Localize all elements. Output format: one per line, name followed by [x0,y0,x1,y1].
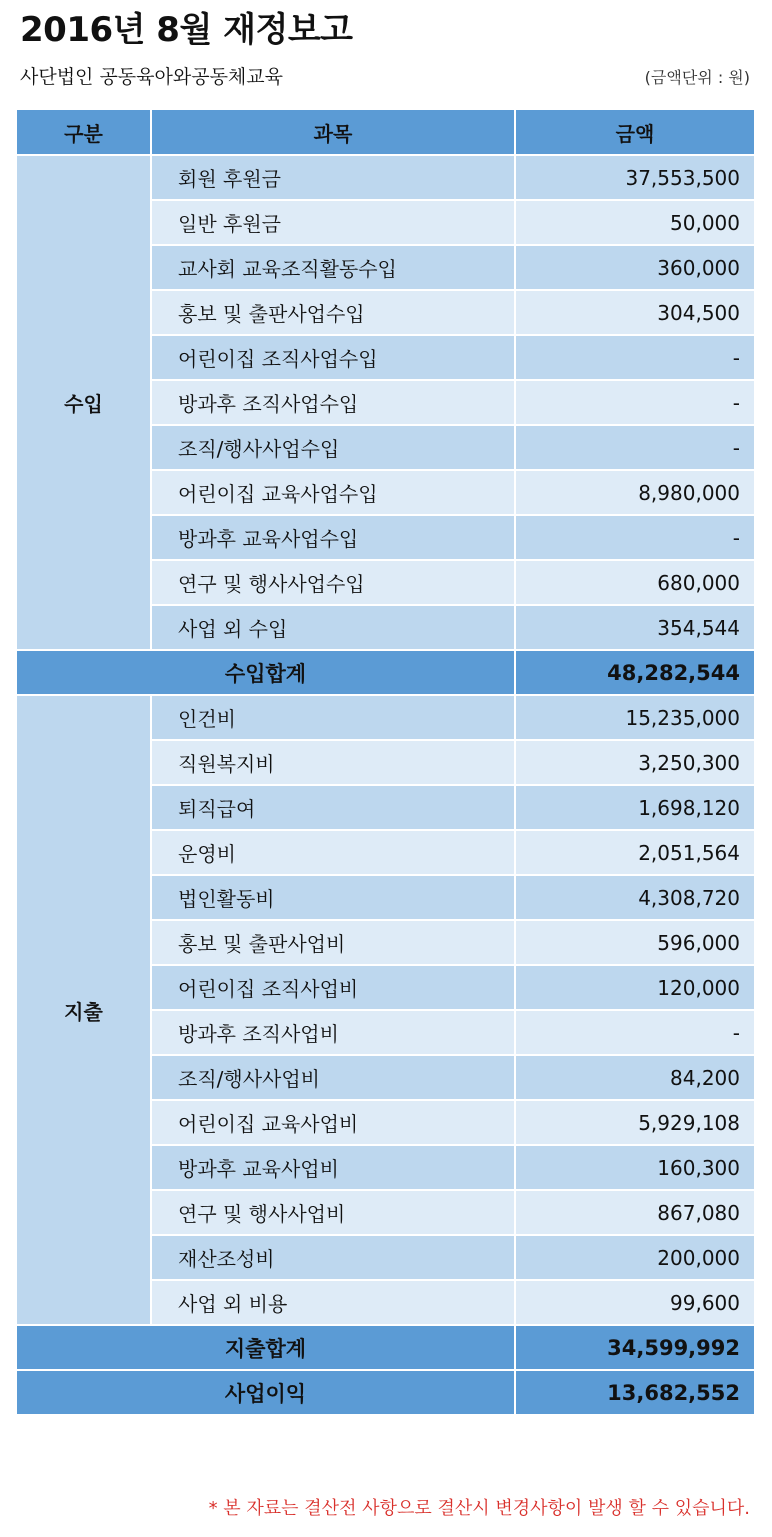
profit-label: 사업이익 [16,1370,515,1415]
item-name: 어린이집 교육사업수입 [151,470,515,515]
item-amount: 120,000 [515,965,755,1010]
report-title: 2016년 8월 재정보고 [20,10,353,50]
table-row [16,695,755,740]
item-amount: - [515,1010,755,1055]
item-amount: 596,000 [515,920,755,965]
item-amount: 160,300 [515,1145,755,1190]
item-amount: 680,000 [515,560,755,605]
expense-total-label: 지출합계 [16,1325,515,1370]
item-name: 방과후 교육사업비 [151,1145,515,1190]
item-amount: 304,500 [515,290,755,335]
item-name: 운영비 [151,830,515,875]
expense-total-row [16,1325,755,1370]
item-name: 방과후 조직사업수입 [151,380,515,425]
item-amount: - [515,335,755,380]
item-amount: 354,544 [515,605,755,650]
item-amount: 867,080 [515,1190,755,1235]
item-amount: 1,698,120 [515,785,755,830]
profit-row [16,1370,755,1415]
item-name: 사업 외 비용 [151,1280,515,1325]
item-amount: 4,308,720 [515,875,755,920]
header-item: 과목 [151,109,515,155]
item-name: 재산조성비 [151,1235,515,1280]
amount-unit-note: (금액단위 : 원) [644,68,750,87]
table-header-row [16,109,755,155]
income-total-label: 수입합계 [16,650,515,695]
item-name: 방과후 교육사업수입 [151,515,515,560]
item-name: 교사회 교육조직활동수입 [151,245,515,290]
item-amount: 3,250,300 [515,740,755,785]
item-name: 홍보 및 출판사업비 [151,920,515,965]
item-name: 어린이집 교육사업비 [151,1100,515,1145]
header-amount: 금액 [515,109,755,155]
item-amount: 99,600 [515,1280,755,1325]
item-amount: 37,553,500 [515,155,755,200]
item-amount: 8,980,000 [515,470,755,515]
item-amount: 50,000 [515,200,755,245]
disclaimer-note: * 본 자료는 결산전 사항으로 결산시 변경사항이 발생 할 수 있습니다. [208,1498,750,1519]
table-row [16,155,755,200]
item-amount: 5,929,108 [515,1100,755,1145]
item-name: 직원복지비 [151,740,515,785]
item-name: 연구 및 행사사업수입 [151,560,515,605]
item-name: 홍보 및 출판사업수입 [151,290,515,335]
item-amount: 360,000 [515,245,755,290]
item-name: 방과후 조직사업비 [151,1010,515,1055]
item-name: 조직/행사사업비 [151,1055,515,1100]
item-name: 퇴직급여 [151,785,515,830]
organization-name: 사단법인 공동육아와공동체교육 [20,66,283,88]
table-body [16,155,755,1415]
finance-table [15,108,756,1416]
item-name: 어린이집 조직사업비 [151,965,515,1010]
header-category: 구분 [16,109,151,155]
item-name: 법인활동비 [151,875,515,920]
income-total-row [16,650,755,695]
item-name: 회원 후원금 [151,155,515,200]
item-amount: - [515,425,755,470]
item-name: 인건비 [151,695,515,740]
expense-total-amount: 34,599,992 [515,1325,755,1370]
item-name: 사업 외 수입 [151,605,515,650]
item-name: 어린이집 조직사업수입 [151,335,515,380]
item-amount: - [515,380,755,425]
item-name: 일반 후원금 [151,200,515,245]
item-amount: 15,235,000 [515,695,755,740]
income-category-cell: 수입 [16,155,151,650]
expense-category-cell: 지출 [16,695,151,1325]
item-name: 연구 및 행사사업비 [151,1190,515,1235]
income-total-amount: 48,282,544 [515,650,755,695]
item-name: 조직/행사사업수입 [151,425,515,470]
item-amount: - [515,515,755,560]
item-amount: 2,051,564 [515,830,755,875]
item-amount: 200,000 [515,1235,755,1280]
item-amount: 84,200 [515,1055,755,1100]
profit-amount: 13,682,552 [515,1370,755,1415]
